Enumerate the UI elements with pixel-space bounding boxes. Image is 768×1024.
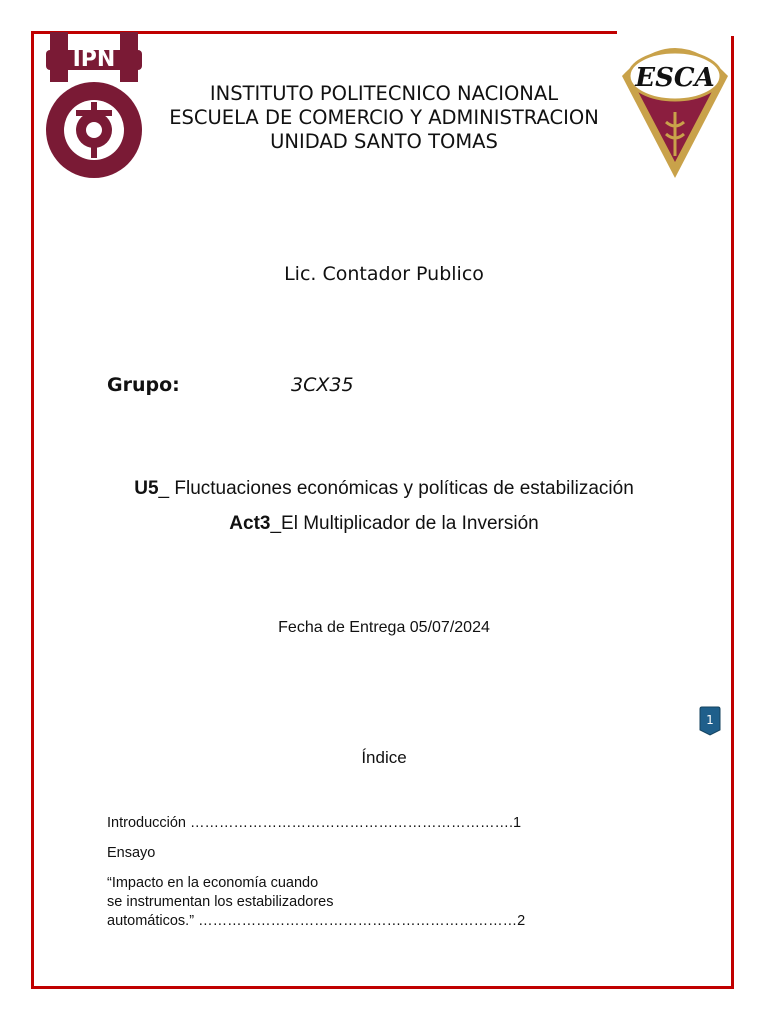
- ipn-logo-text: IPN: [72, 47, 116, 72]
- comment-marker-icon[interactable]: [699, 706, 721, 736]
- due-date: Fecha de Entrega 05/07/2024: [278, 619, 490, 636]
- comment-marker-number: 1: [706, 713, 714, 727]
- toc-entry-introduccion: Introducción ………………………………………………………….1: [107, 815, 522, 831]
- esca-logo-text: ESCA: [635, 63, 715, 93]
- toc-essay-line-2: se instrumentan los estabilizadores: [107, 894, 334, 910]
- unit-line: [0, 478, 768, 500]
- toc-essay-line-1: “Impacto en la economía cuando: [107, 875, 319, 891]
- toc-essay-line-3: automáticos.” …………………………………………………………2: [107, 913, 526, 929]
- group-label: Grupo:: [107, 374, 180, 396]
- header-line-1: INSTITUTO POLITECNICO NACIONAL: [209, 82, 559, 105]
- esca-logo-icon: [616, 30, 734, 180]
- header-line-2: ESCUELA DE COMERCIO Y ADMINISTRACION: [169, 106, 599, 129]
- unit-title: _ Fluctuaciones económicas y políticas de estabilización: [158, 478, 634, 499]
- group-value: 3CX35: [291, 374, 354, 396]
- activity-code: Act3: [229, 513, 271, 534]
- toc-entry-essay-title: [107, 874, 567, 931]
- ipn-logo-icon: [40, 30, 148, 188]
- activity-title: _El Multiplicador de la Inversión: [270, 513, 539, 534]
- institution-header: [150, 82, 618, 154]
- index-title: Índice: [361, 748, 407, 767]
- activity-line: [0, 513, 768, 535]
- header-line-3: UNIDAD SANTO TOMAS: [270, 130, 498, 153]
- toc-entry-ensayo: Ensayo: [107, 845, 156, 861]
- career-title: Lic. Contador Publico: [284, 263, 484, 285]
- unit-code: U5: [134, 478, 159, 499]
